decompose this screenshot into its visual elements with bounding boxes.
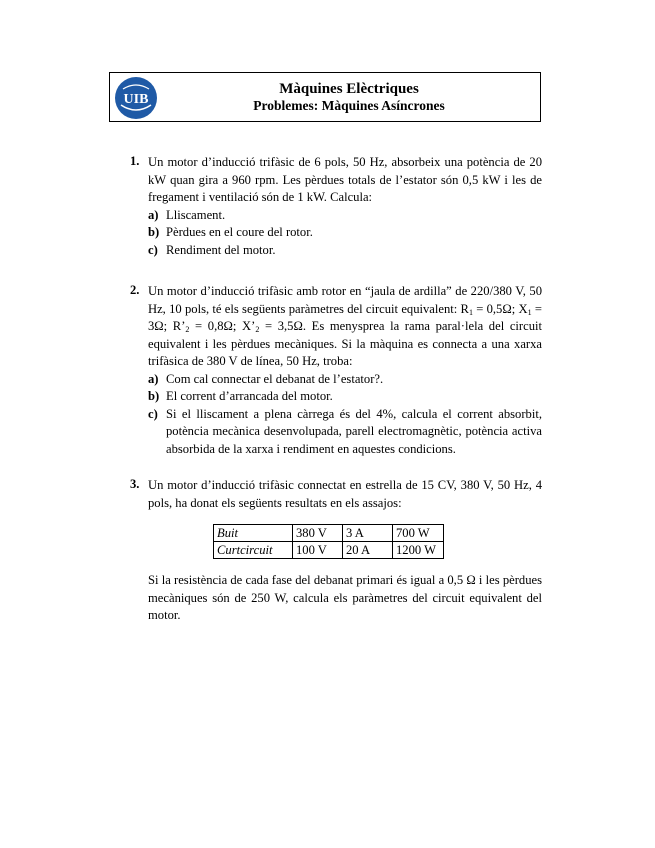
item-text: El corrent d’arrancada del motor.	[166, 389, 333, 403]
problem-2	[130, 283, 542, 458]
doc-subtitle: Problemes: Màquines Asíncrones	[253, 98, 445, 113]
problem-3-conclusion: Si la resistència de cada fase del debanat primari és igual a 0,5 Ω i les pèrdues mecàniques són de 250 W, calcula els paràmetres del circuit equivalent del motor.	[148, 573, 542, 622]
table-cell: Curtcircuit	[214, 542, 293, 559]
problem-text: Un motor d’inducció trifàsic de 6 pols, 50 Hz, absorbeix una potència de 20 kW quan gira a 960 rpm. Les pèrdues totals de l’estator són 0,5 kW i les de fregament i ventilació són de 1 kW. Calcula:	[148, 155, 542, 204]
list-item	[148, 224, 542, 242]
item-text: Com cal connectar el debanat de l’estator?.	[166, 371, 384, 386]
item-text: Pèrdues en el coure del rotor.	[166, 225, 313, 239]
item-text: Si el lliscament a plena càrrega és del 4%, calcula el corrent absorbit, potència mecànica desenvolupada, parell electromagnètic, potència activa absorbida de la xarxa i rendiment en aquestes condicions.	[166, 406, 542, 456]
list-item	[148, 207, 542, 225]
assay-table	[213, 524, 444, 559]
item-label: b)	[148, 389, 160, 403]
logo-text: UIB	[123, 92, 149, 107]
table-cell: 20 A	[343, 542, 393, 559]
problem-1	[130, 154, 542, 259]
item-text: Rendiment del motor.	[166, 242, 276, 257]
problem-items	[130, 207, 542, 260]
list-item	[148, 371, 542, 389]
table-cell: 3 A	[343, 525, 393, 542]
problem-number: 1.	[130, 154, 140, 168]
table-cell: 100 V	[293, 542, 343, 559]
problem-number: 2.	[130, 283, 140, 297]
problem-number: 3.	[130, 477, 140, 491]
table-cell: 1200 W	[393, 542, 444, 559]
item-label: a)	[148, 207, 159, 222]
problem-text: Un motor d’inducció trifàsic amb rotor en “jaula de ardilla” de 220/380 V, 50 Hz, 10 pols, té els següents paràmetres del circuit equivalent: $R_1 = 0,5\Omega$; $X_1 = 3\Omega$; $R’_2 = 0,8\Omega$; $X’_2 = 3,5\Omega$. Es menysprea la rama paral·lela del circuit equivalent i les pèrdues mecàniques. Si la màquina es connecta a una xarxa trifàsica de 380 V de línea, 50 Hz, troba:	[148, 284, 543, 368]
list-item	[148, 406, 542, 459]
table-row	[214, 525, 444, 542]
item-label: a)	[148, 371, 159, 386]
list-item	[148, 242, 542, 260]
uib-logo	[113, 75, 159, 121]
list-item	[148, 388, 542, 406]
problem-text: Un motor d’inducció trifàsic connectat en estrella de 15 CV, 380 V, 50 Hz, 4 pols, ha donat els següents resultats en els assajos:	[148, 478, 542, 510]
item-label: b)	[148, 225, 160, 239]
item-text: Lliscament.	[166, 207, 226, 222]
problem-items	[130, 371, 542, 459]
table-cell: 380 V	[293, 525, 343, 542]
table-cell: Buit	[214, 525, 293, 542]
table-cell: 700 W	[393, 525, 444, 542]
table-row	[214, 542, 444, 559]
doc-title: Màquines Elèctriques	[279, 81, 419, 97]
item-label: c)	[148, 406, 158, 421]
item-label: c)	[148, 242, 158, 257]
problem-3	[130, 477, 542, 512]
